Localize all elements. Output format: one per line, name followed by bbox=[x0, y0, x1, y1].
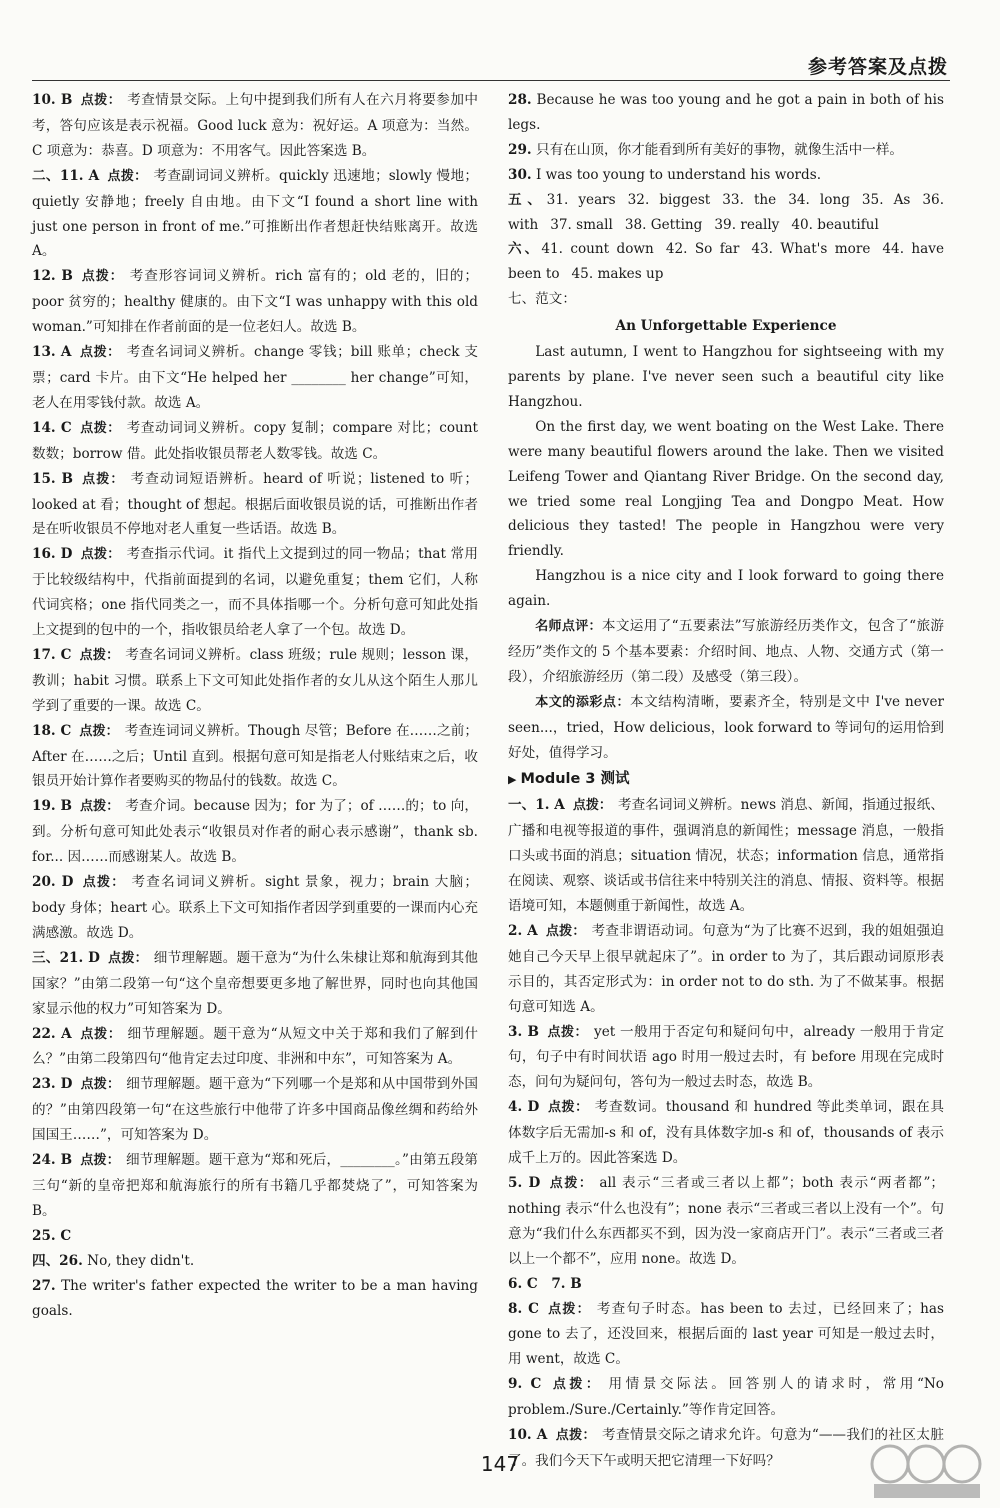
triangle-icon: ▶ bbox=[508, 773, 517, 787]
answer-item bbox=[32, 870, 478, 946]
answer-item bbox=[32, 340, 478, 416]
section-label: 五、 bbox=[508, 191, 547, 208]
answer-item bbox=[508, 919, 944, 1020]
answer-text: 细节理解题。题干意为“为什么朱棣让郑和航海到其他国家？”由第二段第一句“这个皇帝想要更多地了解世界，同时也向其他国家显示他的权力”可知答案为 D。 bbox=[32, 949, 478, 1017]
answer-item bbox=[32, 946, 478, 1022]
answer-item bbox=[508, 1095, 944, 1171]
answer-text: 考查名词词义辨析。sight 景象，视力；brain 大脑；body 身体；heart 心。联系上下文可知指作者因学到重要的一课而内心充满感激。故选 D。 bbox=[32, 874, 478, 941]
answer-item bbox=[508, 1020, 944, 1096]
fill-answer: 32. biggest bbox=[627, 191, 711, 208]
answer-number: 13. A bbox=[32, 344, 72, 361]
answer-text: Because he was too young and he got a pain in both of his legs. bbox=[508, 92, 944, 133]
answer-number: 23. D bbox=[32, 1076, 73, 1093]
comment-label: 名师点评： bbox=[535, 619, 602, 635]
answer-item bbox=[32, 1274, 478, 1324]
answer-item bbox=[508, 1272, 944, 1297]
answer-number: 2. A bbox=[508, 922, 538, 939]
answer-text: 考查动词词义辨析。copy 复制；compare 对比；count 数数；borrow 借。此处指收银员帮老人数零钱。故选 C。 bbox=[32, 419, 478, 462]
answer-number: 24. B bbox=[32, 1152, 73, 1169]
tip-label: 点拨： bbox=[549, 1377, 603, 1393]
watermark-logo bbox=[868, 1438, 986, 1500]
fill-answer: 36. with bbox=[508, 191, 945, 233]
answer-item bbox=[32, 1148, 478, 1224]
fill-answer: 33. the bbox=[722, 191, 777, 208]
answer-item bbox=[508, 1297, 944, 1373]
tip-label: 点拨： bbox=[107, 168, 148, 184]
right-answers-top bbox=[508, 88, 944, 188]
answer-number: 18. C bbox=[32, 722, 72, 739]
answer-item bbox=[32, 542, 478, 643]
left-column bbox=[32, 88, 478, 1323]
fill-answer: 37. small bbox=[550, 216, 613, 233]
tip-label: 点拨： bbox=[555, 1428, 596, 1444]
tip-label: 点拨： bbox=[547, 1100, 589, 1116]
tip-label: 点拨： bbox=[80, 269, 124, 285]
answer-item bbox=[32, 719, 478, 795]
section-label: 六、 bbox=[508, 241, 542, 258]
tip-label: 点拨： bbox=[80, 93, 122, 108]
answer-item bbox=[508, 88, 944, 138]
answer-number: 19. B bbox=[32, 798, 72, 815]
page-header bbox=[0, 0, 1000, 82]
answer-text: 考查指示代词。it 指代上文提到过的同一物品；that 常用于比较级结构中，代指前面提到的名词，以避免重复；them 它们，人称代词宾格；one 指代同类之一，而不具体指哪一个。分析句意可知此处指上文提到的包中的一个，指收银员给老人拿了一个包。故选 D。 bbox=[32, 546, 478, 639]
fill-answer: 38. Getting bbox=[624, 216, 703, 233]
tip-label: 点拨： bbox=[572, 798, 612, 814]
tip-label: 点拨： bbox=[79, 420, 121, 436]
answer-item bbox=[32, 643, 478, 719]
answer-text: 细节理解题。题干意为“从短文中关于郑和我们了解到什么？”由第二段第四句“他肯定去过印度、非洲和中东”，可知答案为 A。 bbox=[32, 1025, 478, 1068]
answer-number: 15. B bbox=[32, 470, 74, 487]
answer-number: 27. bbox=[32, 1277, 56, 1294]
answer-number: 16. D bbox=[32, 546, 73, 563]
answer-number: 29. bbox=[508, 141, 532, 158]
answer-number: 20. D bbox=[32, 874, 74, 891]
section-five bbox=[508, 188, 944, 238]
module-heading bbox=[508, 767, 944, 793]
answer-text: 考查名词词义辨析。class 班级；rule 规则；lesson 课，教训；habit 习惯。联系上下文可知此处指作者的女儿从这个陌生人那儿学到了重要的一课。故选 C。 bbox=[32, 646, 478, 714]
section-six bbox=[508, 237, 944, 287]
answer-text: 考查名词词义辨析。change 零钱；bill 账单；check 支票；card 卡片。由下文“He helped her ________ her change”可知，老人在用零钱付款。故选 A。 bbox=[32, 344, 478, 411]
answer-item bbox=[32, 1249, 478, 1274]
module-title: Module 3 测试 bbox=[520, 771, 630, 788]
answer-text: 考查形容词词义辨析。rich 富有的；old 老的，旧的；poor 贫穷的；healthy 健康的。由下文“I was unhappy with this old woman.”可知排在作者前面的是一位老妇人。故选 B。 bbox=[32, 268, 478, 336]
tip-label: 点拨： bbox=[79, 799, 120, 815]
fill-answer: 41. count down bbox=[541, 241, 654, 258]
essay-highlight bbox=[508, 690, 944, 766]
answer-text: 考查数词。thousand 和 hundred 等此类单词，跟在具体数字后无需加-s 和 of，没有具体数字加-s 和 of，thousands of 表示成千上万的。因此答案选 D。 bbox=[508, 1099, 944, 1167]
answer-item bbox=[508, 163, 944, 188]
answer-number: 9. C bbox=[508, 1376, 542, 1393]
answer-item bbox=[32, 164, 478, 265]
answer-number: 6. C 7. B bbox=[508, 1275, 582, 1292]
answer-number: 12. B bbox=[32, 268, 73, 285]
answer-item bbox=[32, 794, 478, 870]
answer-text: The writer's father expected the writer to be a man having goals. bbox=[32, 1277, 478, 1319]
answer-number: 25. C bbox=[32, 1227, 72, 1244]
tip-label: 点拨： bbox=[79, 345, 121, 361]
answer-text: 考查情景交际之请求允许。句意为“——我们的社区太脏了。我们今天下午或明天把它清理一下好吗？ bbox=[508, 1427, 944, 1469]
answer-number: 10. A bbox=[508, 1427, 548, 1444]
tip-label: 点拨： bbox=[80, 1077, 121, 1093]
fill-answer: 42. So far bbox=[665, 241, 740, 258]
answer-item bbox=[32, 88, 478, 164]
answer-number: 四、26. bbox=[32, 1252, 83, 1269]
tip-label: 点拨： bbox=[80, 547, 121, 563]
essay-paragraph: Last autumn, I went to Hangzhou for sightseeing with my parents by plane. I've never seen such a beautiful city like Hangzhou. bbox=[508, 344, 944, 410]
module-answers bbox=[508, 793, 944, 1473]
answer-number: 3. B bbox=[508, 1023, 539, 1040]
answer-item bbox=[32, 1022, 478, 1073]
comment-text: 本文运用了“五要素法”写旅游经历类作文，包含了“旅游经历”类作文的 5 个基本要素：介绍时间、地点、人物、交通方式（第一段），介绍旅游经历（第二段）及感受（第三段）。 bbox=[508, 618, 944, 685]
answer-text: 考查名词词义辨析。news 消息、新闻，指通过报纸、广播和电视等报道的事件，强调消息的新闻性；message 消息，一般指口头或书面的消息；situation 情况，状态；information 信息，通常指在阅读、观察、谈话或书信往来中特别关注的消息、情报、资料等。根据语境可知，本题侧重于新闻性，故选 A。 bbox=[508, 797, 944, 914]
answer-number: 一、1. A bbox=[508, 797, 565, 814]
answer-item bbox=[32, 264, 478, 340]
essay-paragraph: Hangzhou is a nice city and I look forward to going there again. bbox=[508, 568, 944, 610]
answer-text: all 表示“三者或三者以上都”；both 表示“两者都”；nothing 表示“什么也没有”；none 表示“三者或三者以上没有一个”。句意为“我们什么东西都买不到，因为没一家商店开门”。表示“三者或三者以上一个都不”，应用 none。故选 D。 bbox=[508, 1174, 944, 1267]
tip-label: 点拨： bbox=[81, 471, 125, 487]
answer-number: 5. D bbox=[508, 1174, 541, 1191]
fill-answer: 39. really bbox=[714, 216, 780, 233]
answer-number: 三、21. D bbox=[32, 949, 100, 966]
fill-answer: 43. What's more bbox=[751, 241, 871, 258]
fill-answer: 44. have been to bbox=[508, 241, 945, 283]
answer-text: 考查句子时态。has been to 去过，已经回来了；has gone to 去了，还没回来，根据后面的 last year 可知是一般过去时，用 went，故选 C。 bbox=[508, 1300, 944, 1368]
tip-label: 点拨： bbox=[545, 923, 586, 939]
highlight-text: 本文结构清晰，要素齐全，特别是文中 I've never seen...，tried，How delicious，look forward to 等词句的运用恰到好处，值得学习。 bbox=[508, 693, 944, 761]
answer-number: 17. C bbox=[32, 646, 72, 663]
answer-number: 二、11. A bbox=[32, 167, 100, 184]
answer-item bbox=[32, 467, 478, 543]
tip-label: 点拨： bbox=[79, 723, 119, 739]
tip-label: 点拨： bbox=[107, 950, 148, 966]
answer-item bbox=[32, 1224, 478, 1249]
answer-text: I was too young to understand his words. bbox=[535, 166, 822, 183]
answer-item bbox=[32, 416, 478, 467]
answer-number: 30. bbox=[508, 166, 532, 183]
answer-text: 细节理解题。题干意为“郑和死后，________。”由第五段第三句“新的皇帝把郑和航海旅行的所有书籍几乎都焚烧了”，可知答案为 B。 bbox=[32, 1152, 478, 1219]
tip-label: 点拨： bbox=[79, 1026, 122, 1042]
tip-label: 点拨： bbox=[546, 1301, 591, 1317]
essay-title: An Unforgettable Experience bbox=[615, 318, 837, 335]
page-number: 147 bbox=[480, 1452, 520, 1476]
right-column bbox=[508, 88, 944, 1474]
answer-item bbox=[508, 138, 944, 163]
fill-answer: 35. As bbox=[861, 191, 911, 208]
essay-paragraph: On the first day, we went boating on the West Lake. There were many beautiful flowers around the lake. Then we visited Leifeng Tower and Qiantang River Bridge. On the second day, we tried some real Longjing Tea and Dongpo Meat. How delicious they tasted! The people in Hangzhou were very friendly. bbox=[508, 418, 944, 560]
answer-text: 考查动词短语辨析。heard of 听说；listened to 听；looked at 看；thought of 想起。根据后面收银员说的话，可推断出作者是在听收银员不停地对老人重复一些话语。故选 B。 bbox=[32, 470, 478, 538]
answer-text: No, they didn't. bbox=[87, 1252, 195, 1269]
tip-label: 点拨： bbox=[80, 1153, 120, 1169]
answer-number: 22. A bbox=[32, 1025, 72, 1042]
answer-item bbox=[32, 1072, 478, 1148]
answer-text: 细节理解题。题干意为“下列哪一个是郑和从中国带到外国的？”由第四段第一句“在这些旅行中他带了许多中国商品像丝绸和药给外国国王……”，可知答案为 D。 bbox=[32, 1076, 478, 1144]
teacher-comment bbox=[508, 614, 944, 690]
answer-number: 28. bbox=[508, 92, 532, 108]
fill-answer: 45. makes up bbox=[571, 266, 664, 283]
answer-text: 考查副词词义辨析。quickly 迅速地；slowly 慢地；quietly 安静地；freely 自由地。由下文“I found a short line with just one person in front of me.”可推断出作者想赶快结账离开。故选 A。 bbox=[32, 167, 478, 260]
answer-text: 用情景交际法。回答别人的请求时，常用“No problem./Sure./Certainly.”等作肯定回答。 bbox=[508, 1376, 944, 1419]
fill-answer: 31. years bbox=[546, 191, 616, 208]
answer-item bbox=[508, 1372, 944, 1423]
answer-item bbox=[508, 1171, 944, 1272]
answer-text: yet 一般用于否定句和疑问句中，already 一般用于肯定句，句子中有时间状语 ago 时用一般过去时，有 before 用现在完成时态，问句为疑问句，答句为一般过去时态，故选 B。 bbox=[508, 1023, 944, 1091]
fill-answer: 34. long bbox=[788, 191, 850, 208]
tip-label: 点拨： bbox=[79, 647, 120, 663]
answer-number: 14. C bbox=[32, 419, 72, 436]
header-title: 参考答案及点拨 bbox=[807, 56, 948, 78]
section-seven-label: 七、范文： bbox=[508, 291, 576, 308]
tip-label: 点拨： bbox=[546, 1024, 589, 1040]
answer-item bbox=[508, 793, 944, 919]
tip-label: 点拨： bbox=[81, 875, 126, 891]
highlight-label: 本文的添彩点： bbox=[535, 694, 631, 710]
answer-text: 考查连词词义辨析。Though 尽管；Before 在……之前；After 在……之后；Until 直到。根据句意可知是指老人付账结束之后，收银员开始计算作者要购买的物品付的钱数。故选 C。 bbox=[32, 722, 478, 790]
header-rule bbox=[32, 80, 950, 81]
answer-text: 考查介词。because 因为；for 为了；of ……的；to 向，到。分析句意可知此处表示“收银员对作者的耐心表示感谢”，thank sb. for... 因……而感谢某人。故选 B。 bbox=[32, 798, 478, 866]
answer-number: 10. B bbox=[32, 92, 73, 108]
answer-text: 考查情景交际。上句中提到我们所有人在六月将要参加中考，答句应该是表示祝福。Good luck 意为：祝好运。A 项意为：当然。C 项意为：恭喜。D 项意为：不用客气。因此答案选 B。 bbox=[32, 92, 479, 159]
answer-text: 只有在山顶，你才能看到所有美好的事物，就像生活中一样。 bbox=[535, 141, 904, 158]
answer-text: 考查非谓语动词。句意为“为了比赛不迟到，我的姐姐强迫她自己今天早上很早就起床了”。in order to 为了，其后跟动词原形表示目的，其否定形式为：in order not to do sth. 为了不做某事。根据句意可知选 A。 bbox=[508, 922, 944, 1015]
fill-answer: 40. beautiful bbox=[791, 216, 879, 233]
answer-number: 4. D bbox=[508, 1099, 540, 1116]
answer-number: 8. C bbox=[508, 1300, 539, 1317]
tip-label: 点拨： bbox=[548, 1175, 594, 1191]
